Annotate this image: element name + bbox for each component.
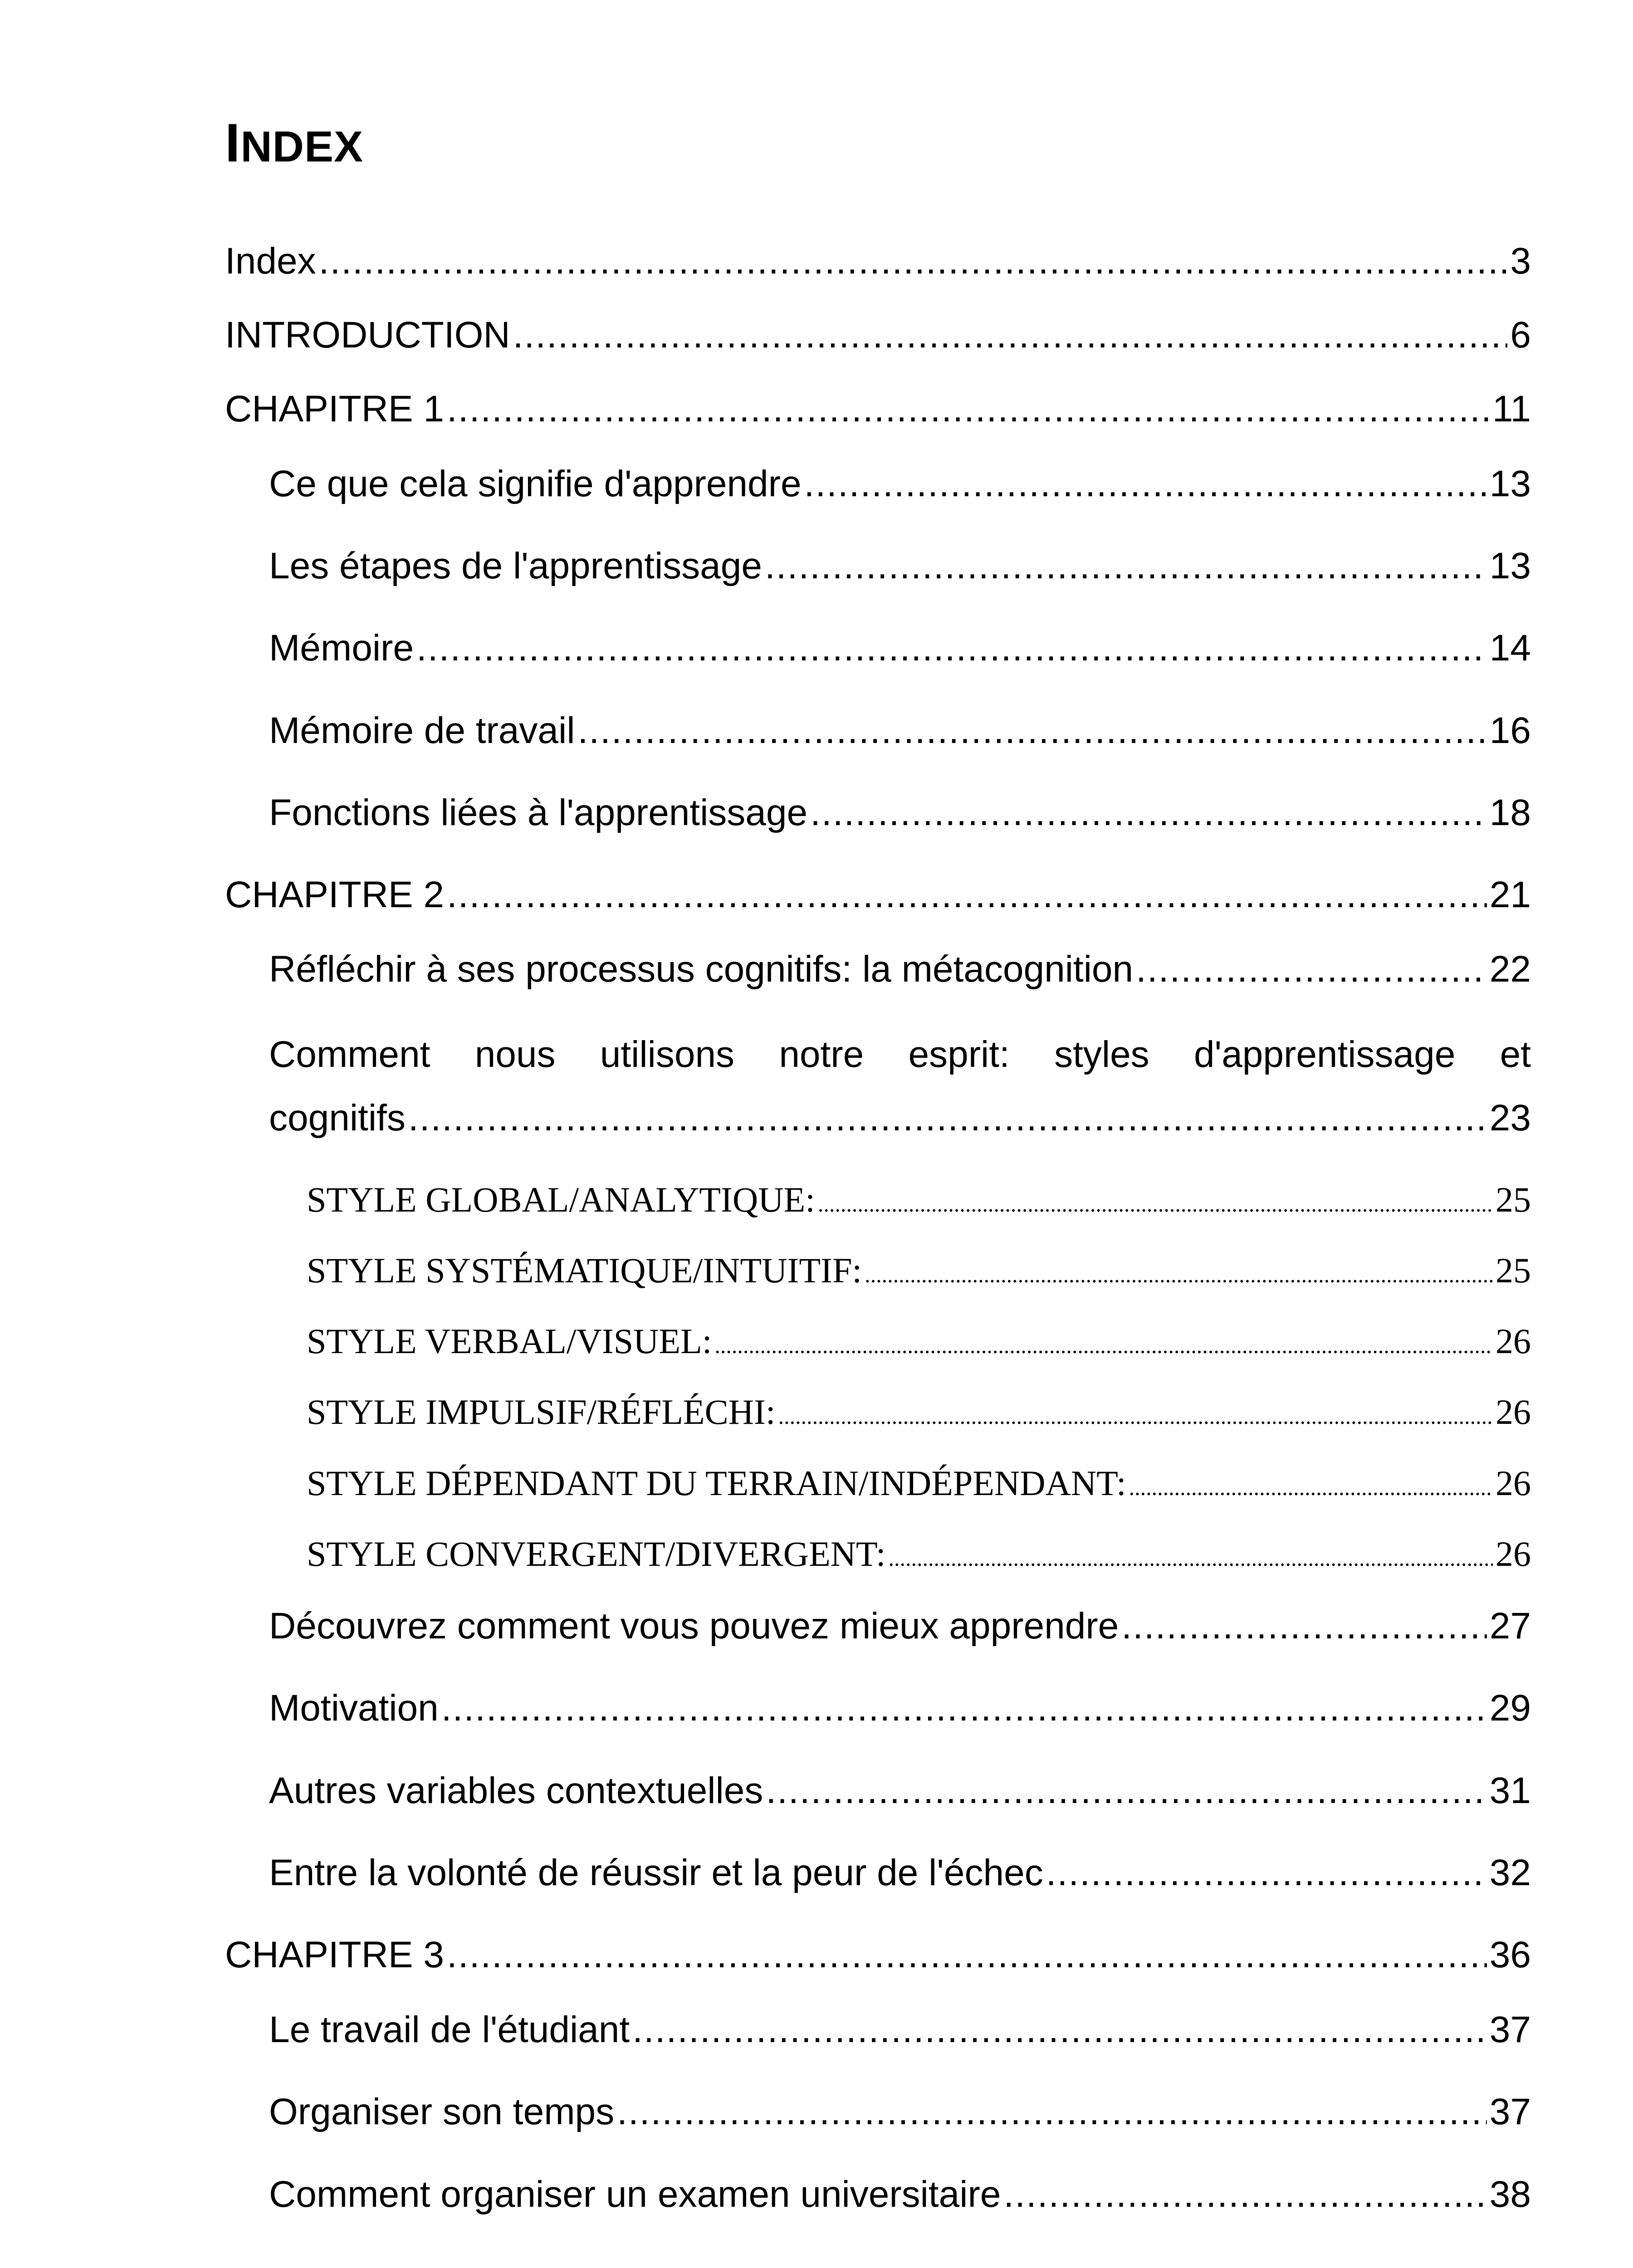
dot-leader	[617, 2088, 1487, 2136]
toc-entry-page: 37	[1489, 2009, 1531, 2051]
toc-entry-index[interactable]	[225, 236, 1531, 286]
dot-leader	[408, 1097, 1487, 1139]
toc-word: Comment	[269, 1034, 430, 1075]
dot-leader	[1136, 945, 1487, 994]
toc-word: nous	[474, 1034, 556, 1075]
toc-entry-page: 26	[1496, 1321, 1531, 1361]
toc-entry-label: STYLE CONVERGENT/DIVERGENT:	[307, 1534, 886, 1574]
toc-word: notre	[779, 1034, 864, 1075]
toc-entry-label: Le travail de l'étudiant	[269, 2009, 630, 2051]
dot-leader	[1129, 1460, 1493, 1506]
toc-entry-page: 21	[1489, 874, 1531, 916]
toc-entry-label: CHAPITRE 1	[225, 388, 444, 430]
toc-entry-page: 31	[1489, 1770, 1531, 1812]
toc-entry-style-systematique[interactable]	[307, 1243, 1531, 1293]
toc-entry-chapitre-3[interactable]	[225, 1930, 1531, 1980]
dot-leader	[441, 1684, 1487, 1733]
dot-leader	[447, 1931, 1487, 1980]
toc-entry-introduction[interactable]	[225, 310, 1531, 360]
page-title	[225, 112, 364, 173]
dot-leader	[632, 2006, 1487, 2054]
toc-entry-ch2-s4[interactable]	[269, 1683, 1531, 1733]
toc-word: utilisons	[600, 1034, 735, 1075]
toc-entry-label: STYLE GLOBAL/ANALYTIQUE:	[307, 1179, 815, 1219]
toc-entry-style-convergent[interactable]	[307, 1527, 1531, 1577]
toc-entry-page: 38	[1489, 2174, 1531, 2215]
toc-entry-ch1-s1[interactable]	[269, 459, 1531, 508]
toc-entry-label: Comment organiser un examen universitaire	[269, 2174, 1001, 2215]
dot-leader	[416, 624, 1487, 673]
dot-leader	[513, 311, 1508, 360]
toc-word: d'apprentissage	[1193, 1034, 1456, 1075]
toc-entry-style-dependant[interactable]	[307, 1456, 1531, 1506]
toc-entry-ch1-s3[interactable]	[269, 623, 1531, 673]
toc-entry-page: 26	[1496, 1534, 1531, 1574]
toc-entry-ch3-s3[interactable]	[269, 2169, 1531, 2219]
toc-entry-page: 26	[1496, 1463, 1531, 1503]
toc-entry-page: 16	[1489, 710, 1531, 752]
dot-leader	[1046, 1849, 1487, 1897]
toc-entry-label: INTRODUCTION	[225, 314, 510, 356]
toc-entry-ch1-s5[interactable]	[269, 787, 1531, 837]
toc-entry-ch1-s2[interactable]	[269, 541, 1531, 591]
toc-entry-ch2-s6[interactable]	[269, 1848, 1531, 1897]
toc-entry-page: 13	[1489, 463, 1531, 505]
toc-entry-page: 6	[1510, 314, 1531, 356]
toc-entry-ch3-s1[interactable]	[269, 2004, 1531, 2054]
toc-entry-line-2	[269, 1076, 1531, 1139]
toc-entry-page: 14	[1489, 627, 1531, 669]
dot-leader	[804, 460, 1487, 508]
toc-entry-label: Organiser son temps	[269, 2091, 615, 2133]
toc-entry-page: 27	[1489, 1605, 1531, 1647]
toc-entry-label: Mémoire	[269, 627, 414, 669]
toc-entry-page: 25	[1496, 1179, 1531, 1219]
dot-leader	[1003, 2170, 1486, 2219]
toc-entry-label: Motivation	[269, 1687, 439, 1729]
toc-entry-label: Réfléchir à ses processus cognitifs: la métacognition	[269, 948, 1134, 990]
toc-entry-line-1	[269, 1026, 1531, 1076]
toc-entry-page: 25	[1496, 1250, 1531, 1290]
toc-word: et	[1500, 1034, 1531, 1075]
page-title-rest: NDEX	[240, 122, 364, 171]
toc-entry-label: Fonctions liées à l'apprentissage	[269, 792, 808, 834]
toc-word: esprit:	[908, 1034, 1010, 1075]
toc-entry-label: Mémoire de travail	[269, 710, 575, 752]
dot-leader	[765, 542, 1487, 591]
toc-entry-ch2-s5[interactable]	[269, 1765, 1531, 1815]
toc-entry-chapitre-2[interactable]	[225, 870, 1531, 919]
toc-entry-chapitre-1[interactable]	[225, 384, 1531, 434]
toc-word: styles	[1054, 1034, 1149, 1075]
dot-leader	[778, 1389, 1493, 1435]
page-title-initial: I	[225, 112, 241, 173]
dot-leader	[766, 1767, 1486, 1815]
toc-entry-label: STYLE VERBAL/VISUEL:	[307, 1321, 712, 1361]
dot-leader	[714, 1318, 1493, 1364]
toc-entry-label: STYLE IMPULSIF/RÉFLÉCHI:	[307, 1392, 776, 1432]
toc-entry-style-impulsif[interactable]	[307, 1385, 1531, 1435]
toc-entry-label: STYLE SYSTÉMATIQUE/INTUITIF:	[307, 1250, 862, 1290]
toc-entry-label: CHAPITRE 2	[225, 874, 444, 916]
toc-entry-label: Autres variables contextuelles	[269, 1770, 763, 1812]
toc-entry-page: 36	[1489, 1934, 1531, 1976]
toc-entry-label: Découvrez comment vous pouvez mieux apprendre	[269, 1605, 1119, 1647]
toc-entry-page: 11	[1492, 388, 1531, 430]
toc-entry-label: cognitifs	[269, 1097, 406, 1139]
toc-entry-ch2-s2[interactable]	[269, 1026, 1531, 1139]
toc-entry-ch2-s3[interactable]	[269, 1601, 1531, 1651]
toc-entry-page: 13	[1489, 545, 1531, 587]
toc-entry-page: 26	[1496, 1392, 1531, 1432]
toc-entry-style-verbal[interactable]	[307, 1314, 1531, 1364]
toc-entry-label: STYLE DÉPENDANT DU TERRAIN/INDÉPENDANT:	[307, 1463, 1126, 1503]
toc-entry-label: Les étapes de l'apprentissage	[269, 545, 762, 587]
dot-leader	[447, 385, 1490, 434]
toc-entry-style-global[interactable]	[307, 1173, 1531, 1222]
toc-entry-ch2-s1[interactable]	[269, 944, 1531, 994]
toc-entry-page: 37	[1489, 2091, 1531, 2133]
toc-entry-label: Index	[225, 240, 316, 282]
toc-entry-label: Ce que cela signifie d'apprendre	[269, 463, 802, 505]
toc-entry-page: 3	[1510, 240, 1531, 282]
toc-entry-label: CHAPITRE 3	[225, 1934, 444, 1976]
toc-entry-label: Entre la volonté de réussir et la peur de l'échec	[269, 1852, 1043, 1894]
toc-entry-page: 22	[1489, 948, 1531, 990]
toc-entry-page: 29	[1489, 1687, 1531, 1729]
dot-leader	[810, 789, 1487, 837]
toc-entry-ch1-s4[interactable]	[269, 705, 1531, 755]
dot-leader	[319, 237, 1508, 286]
toc-entry-page: 23	[1489, 1097, 1531, 1139]
dot-leader	[447, 871, 1487, 919]
dot-leader	[889, 1531, 1493, 1577]
toc-entry-ch3-s2[interactable]	[269, 2087, 1531, 2136]
dot-leader	[1121, 1602, 1487, 1651]
dot-leader	[577, 707, 1486, 755]
dot-leader	[818, 1177, 1493, 1222]
toc-entry-page: 32	[1489, 1852, 1531, 1894]
dot-leader	[865, 1247, 1493, 1293]
toc-entry-page: 18	[1489, 792, 1531, 834]
